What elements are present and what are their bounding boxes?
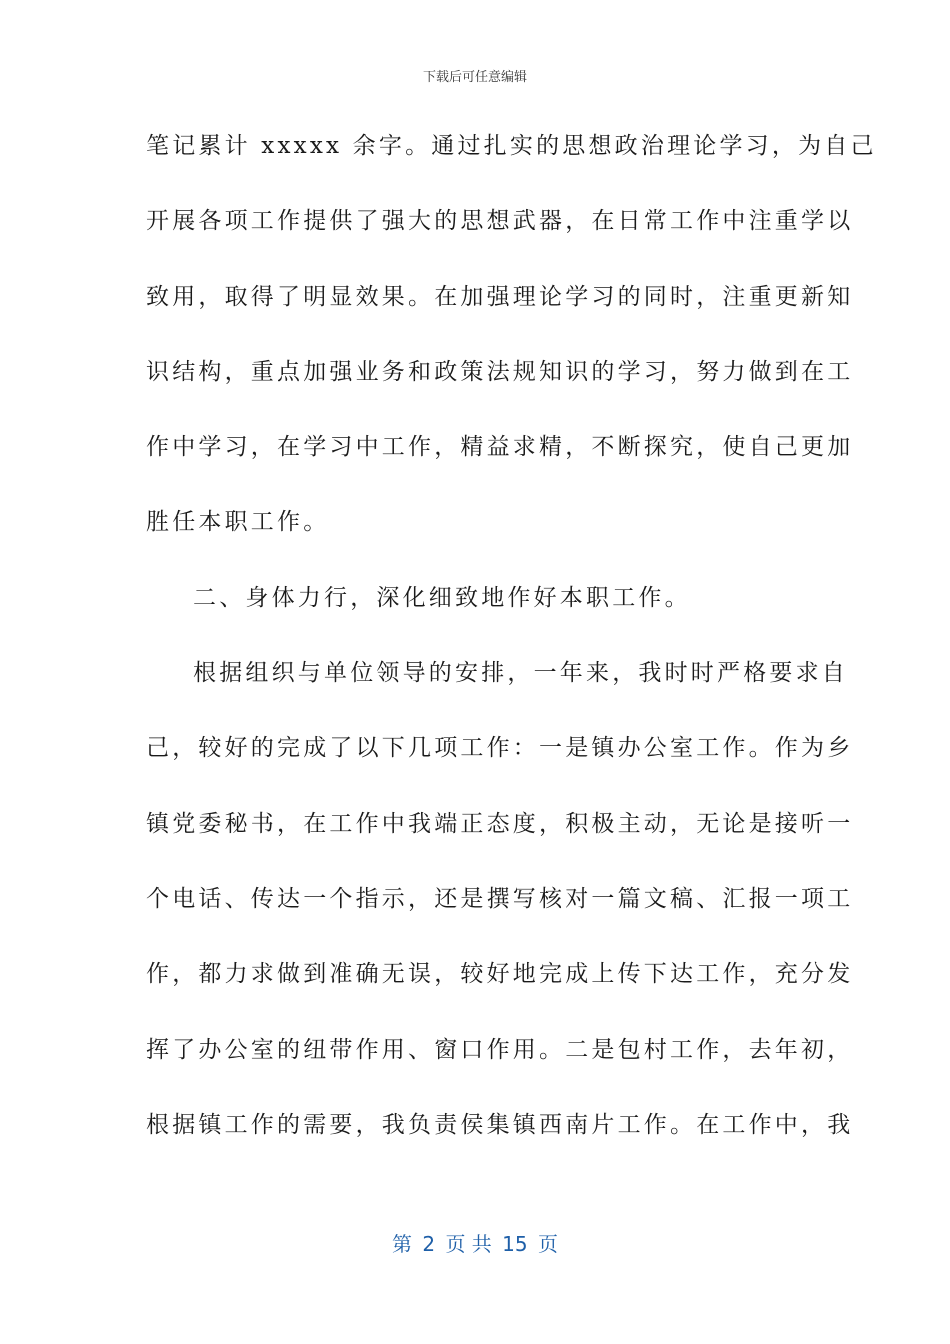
header-note: 下载后可任意编辑 — [422, 70, 527, 85]
text-line-13: 挥了办公室的纽带作用、窗口作用。二是包村工作，去年初， — [146, 1036, 854, 1063]
footer-page-number: 2 — [422, 1232, 436, 1256]
text-line-12: 作，都力求做到准确无误，较好地完成上传下达工作，充分发 — [146, 961, 854, 988]
text-line-11: 个电话、传达一个指示，还是撰写核对一篇文稿、汇报一项工 — [146, 885, 854, 912]
text-line-3: 致用，取得了明显效果。在加强理论学习的同时，注重更新知 — [146, 283, 854, 310]
text-line-9: 己，较好的完成了以下几项工作：一是镇办公室工作。作为乡 — [146, 735, 854, 762]
text-line-4: 识结构，重点加强业务和政策法规知识的学习，努力做到在工 — [146, 358, 854, 385]
footer-total-pages: 15 — [502, 1232, 528, 1256]
text-line-10: 镇党委秘书，在工作中我端正态度，积极主动，无论是接听一 — [146, 810, 854, 837]
footer-middle: 页 共 — [445, 1232, 492, 1256]
text-line-8: 根据组织与单位领导的安排，一年来，我时时严格要求自 — [193, 660, 848, 687]
footer-prefix: 第 — [392, 1232, 412, 1256]
text-line-1: 笔记累计 xxxxx 余字。通过扎实的思想政治理论学习，为自己 — [146, 133, 877, 159]
text-line-2: 开展各项工作提供了强大的思想武器，在日常工作中注重学以 — [146, 208, 854, 235]
text-line-5: 作中学习，在学习中工作，精益求精，不断探究，使自己更加 — [146, 434, 854, 461]
body-text — [146, 128, 877, 1182]
page-footer — [0, 1228, 950, 1257]
text-line-14: 根据镇工作的需要，我负责侯集镇西南片工作。在工作中，我 — [146, 1111, 854, 1138]
footer-suffix: 页 — [537, 1232, 558, 1256]
text-line-6: 胜任本职工作。 — [146, 509, 330, 536]
section-heading: 二、身体力行，深化细致地作好本职工作。 — [193, 584, 691, 611]
